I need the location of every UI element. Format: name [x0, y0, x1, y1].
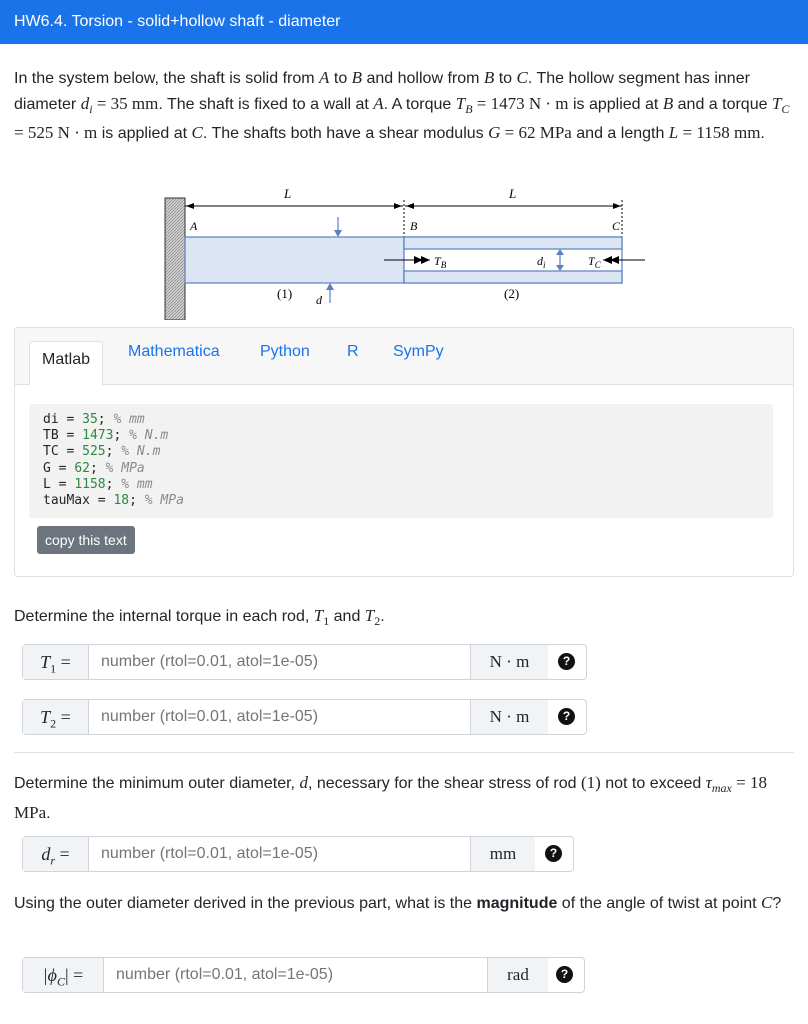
language-tabs — [15, 328, 793, 385]
question-2: Determine the minimum outer diameter, d, necessary for the shear stress of rod (1) not to exceed $\tau_{max} = 18$ MPa. — [14, 773, 767, 822]
code-block: di = 35; % mm TB = 1473; % N.m TC = 525; % N.m G = 62; % MPa L = 1158; % mm tauMax = 18; % MPa — [29, 404, 773, 518]
label-seg2: (2) — [504, 286, 520, 301]
answer-label-T1: $T_1$ = — [23, 645, 89, 679]
label-B: B — [410, 219, 418, 233]
label-TB: $T_B$ — [434, 254, 447, 270]
unit-T1: N · m — [470, 645, 548, 679]
answer-row-phiC — [22, 957, 585, 993]
shaft-diagram — [0, 180, 808, 320]
unit-dr: mm — [470, 837, 535, 871]
unit-phiC: rad — [487, 958, 548, 992]
answer-row-T1 — [22, 644, 587, 680]
question-3: Using the outer diameter derived in the previous part, what is the magnitude of the angle of twist at point C? — [14, 893, 782, 912]
solid-segment — [185, 237, 404, 283]
dr-input[interactable] — [89, 837, 470, 871]
answer-row-T2 — [22, 699, 587, 735]
label-d: d — [316, 293, 322, 307]
label-TC: $T_C$ — [588, 254, 601, 270]
page-header — [0, 0, 808, 44]
help-icon[interactable]: ? — [545, 845, 562, 862]
tab-python[interactable]: Python — [260, 343, 310, 360]
tab-sympy[interactable]: SymPy — [393, 343, 444, 360]
answer-label-phiC: $|\phi_C|$ = — [23, 958, 104, 992]
fixed-wall — [165, 198, 185, 320]
answer-label-dr: $d_r$ = — [23, 837, 89, 871]
problem-statement: In the system below, the shaft is solid from A to B and hollow from B to C. The hollow segment has inner diameter $d_i = 35$ mm. The shaft is fixed to a wall at A. A torque $T_B = 1473$ N · m is applied at B and a torque $T_C = 525$ N · m is applied at C. The shafts both have a shear modulus G = 62 MPa and a length L = 1158 mm. — [14, 68, 790, 143]
help-icon[interactable]: ? — [558, 708, 575, 725]
dim-L-left: L — [284, 186, 292, 201]
tab-matlab[interactable]: Matlab — [29, 341, 103, 386]
tab-r[interactable]: R — [347, 343, 359, 360]
label-A: A — [190, 219, 198, 233]
T1-input[interactable] — [89, 645, 470, 679]
label-di: $d_i$ — [537, 254, 546, 270]
code-card — [14, 327, 794, 577]
label-C: C — [612, 219, 621, 233]
label-seg1: (1) — [277, 286, 293, 301]
question-1: Determine the internal torque in each rod, $T_1$ and $T_2$. — [14, 606, 385, 629]
dim-L-right: L — [509, 186, 517, 201]
answer-label-T2: $T_2$ = — [23, 700, 89, 734]
divider — [14, 752, 794, 753]
tab-mathematica[interactable]: Mathematica — [128, 343, 220, 360]
answer-row-dr — [22, 836, 574, 872]
phiC-input[interactable] — [104, 958, 487, 992]
T2-input[interactable] — [89, 700, 470, 734]
help-icon[interactable]: ? — [558, 653, 575, 670]
page-title: HW6.4. Torsion - solid+hollow shaft - diameter — [14, 13, 341, 30]
unit-T2: N · m — [470, 700, 548, 734]
help-icon[interactable]: ? — [556, 966, 573, 983]
copy-button[interactable]: copy this text — [37, 526, 135, 554]
